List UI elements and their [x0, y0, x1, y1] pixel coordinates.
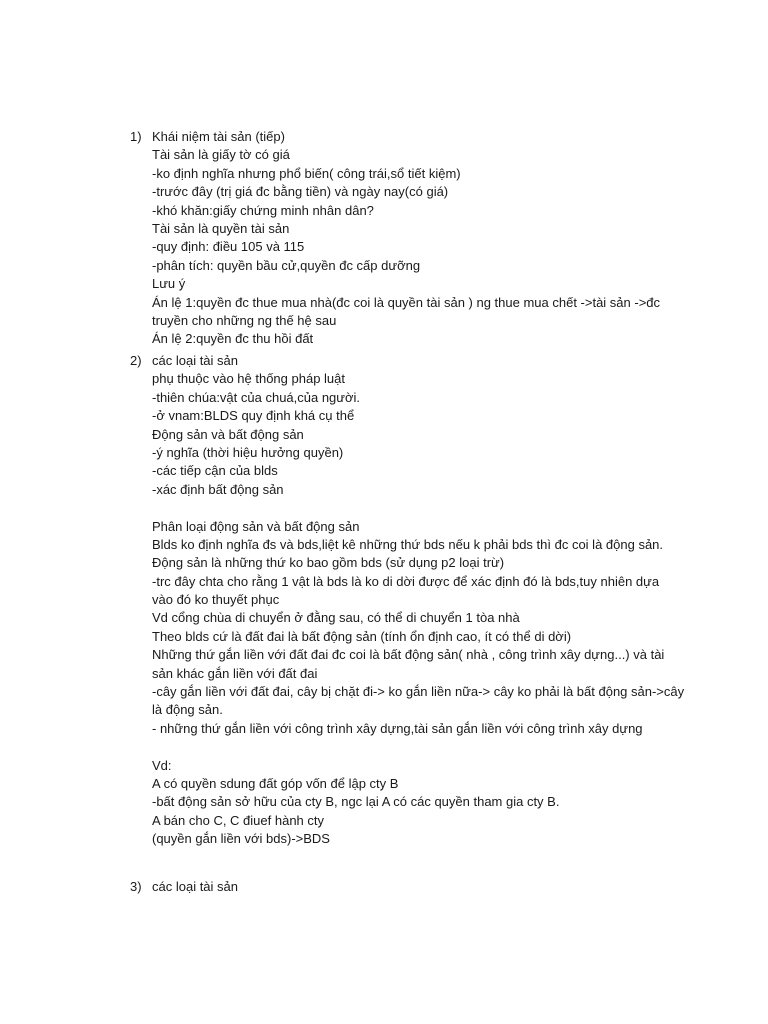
- text-line: Tài sản là giấy tờ có giá: [152, 147, 290, 163]
- text-line: Vd cổng chùa di chuyển ở đằng sau, có thể di chuyển 1 tòa nhà: [152, 610, 520, 626]
- section-body: [152, 878, 730, 896]
- text-line: Động sản và bất động sản: [152, 426, 304, 442]
- section-number: 2): [130, 353, 142, 368]
- section-body: [152, 128, 730, 349]
- text-line: Án lệ 1:quyền đc thue mua nhà(đc coi là quyền tài sản ) ng thue mua chết ->tài sản ->đc: [152, 294, 661, 310]
- text-line: -các tiếp cận của blds: [152, 463, 278, 479]
- text-line: Khái niệm tài sản (tiếp): [152, 129, 285, 144]
- section-number: 1): [130, 129, 142, 144]
- section-body: [152, 352, 730, 849]
- text-line: Blds ko định nghĩa đs và bds,liệt kê những thứ bds nếu k phải bds thì đc coi là động sản.: [152, 536, 664, 552]
- text-line: (quyền gắn liền với bds)->BDS: [152, 831, 330, 847]
- text-line: Lưu ý: [152, 276, 186, 292]
- text-line: phụ thuộc vào hệ thống pháp luật: [152, 371, 345, 387]
- text-line: -trc đây chta cho rằng 1 vật là bds là ko di dời được để xác định đó là bds,tuy nhiên dựa: [152, 573, 660, 589]
- text-line: -quy định: điều 105 và 115: [152, 239, 305, 255]
- text-line: các loại tài sản: [152, 353, 238, 368]
- section-number: 3): [130, 879, 142, 894]
- text-line: truyền cho những ng thế hệ sau: [152, 312, 337, 328]
- text-line: -ko định nghĩa nhưng phổ biến( công trái,sổ tiết kiệm): [152, 165, 461, 181]
- text-line: -trước đây (trị giá đc bằng tiền) và ngày nay(có giá): [152, 184, 449, 200]
- text-line: - những thứ gắn liền với công trình xây dựng,tài sản gắn liền với công trình xây dựng: [152, 720, 643, 736]
- text-line: sản khác gắn liền với đất đai: [152, 665, 318, 681]
- text-line: -ý nghĩa (thời hiệu hưởng quyền): [152, 444, 344, 460]
- text-line: -ở vnam:BLDS quy định khá cụ thể: [152, 408, 355, 424]
- text-line: -bất động sản sở hữu của cty B, ngc lại A có các quyền tham gia cty B.: [152, 794, 560, 810]
- text-line: Vd:: [152, 757, 172, 773]
- text-line: vào đó ko thuyết phục: [152, 592, 280, 608]
- text-line: Những thứ gắn liền với đất đai đc coi là bất động sản( nhà , công trình xây dựng...) và tài: [152, 647, 665, 663]
- text-line: Theo blds cứ là đất đai là bất động sản (tính ổn định cao, ít có thể di dời): [152, 628, 572, 644]
- text-line: Phân loại động sản và bất động sản: [152, 518, 360, 534]
- blank-line: [152, 738, 730, 756]
- text-line: -khó khăn:giấy chứng minh nhân dân?: [152, 202, 374, 218]
- text-line: là động sản.: [152, 702, 223, 718]
- text-line: -cây gắn liền với đất đai, cây bị chặt đi-> ko gắn liền nữa-> cây ko phải là bất động sản->cây: [152, 684, 685, 700]
- text-line: các loại tài sản: [152, 879, 238, 894]
- text-line: -xác định bất động sản: [152, 481, 284, 497]
- text-line: A có quyền sdung đất góp vốn để lập cty B: [152, 775, 399, 791]
- text-line: A bán cho C, C điuef hành cty: [152, 812, 324, 828]
- blank-line: [152, 499, 730, 517]
- text-line: Động sản là những thứ ko bao gồm bds (sử dụng p2 loại trừ): [152, 555, 505, 571]
- text-line: Án lệ 2:quyền đc thu hồi đất: [152, 331, 314, 347]
- text-line: -thiên chúa:vật của chuá,của người.: [152, 389, 361, 405]
- text-line: Tài sản là quyền tài sản: [152, 220, 290, 236]
- text-line: -phân tích: quyền bầu cử,quyền đc cấp dưỡng: [152, 257, 421, 273]
